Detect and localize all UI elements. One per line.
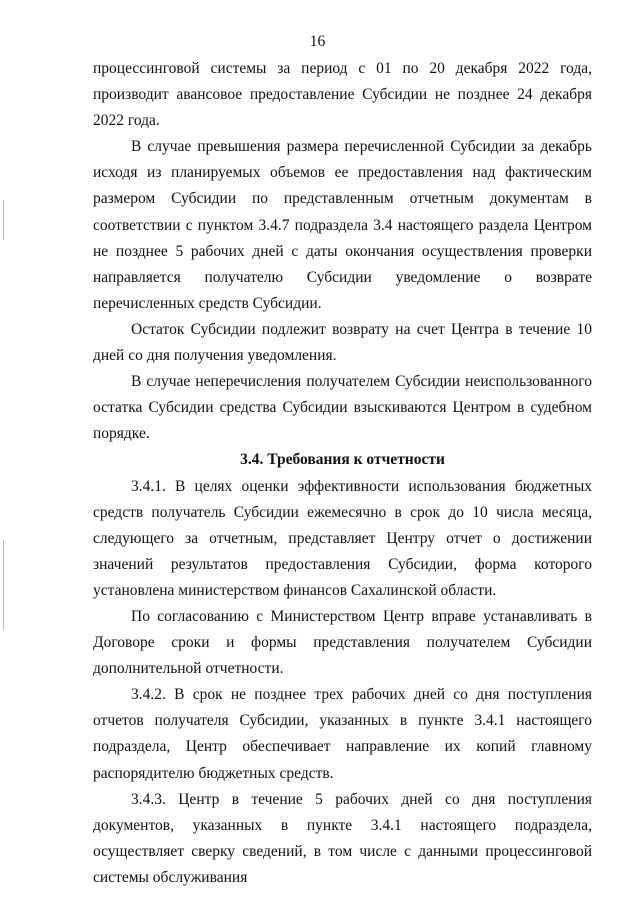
- page-number: 16: [309, 33, 326, 50]
- paragraph-3-4-2: 3.4.2. В срок не позднее трех рабочих дней со дня поступления отчетов получателя Субсидии, указанных в пункте 3.4.1 настоящего подраздела, Центр обеспечивает направление их копий главному распорядителю бюджетных средств.: [93, 686, 592, 782]
- scan-margin-mark: [3, 540, 4, 630]
- paragraph-remainder-return: Остаток Субсидии подлежит возврату на счет Центра в течение 10 дней со дня получения уведомления.: [93, 320, 592, 365]
- paragraph-court-recovery: В случае неперечисления получателем Субсидии неиспользованного остатка Субсидии средства Субсидии взыскиваются Центром в судебном порядке.: [93, 373, 592, 443]
- paragraph-overpayment-refund: В случае превышения размера перечисленной Субсидии за декабрь исходя из планируемых объемов ее предоставления над фактическим размером Субсидии по представленным отчетным документам в соответствии с пунктом 3.4.7 подраздела 3.4 настоящего раздела Центром не позднее 5 рабочих дней с даты окончания осуществления проверки направляется получателю Субсидии уведомление о возврате перечисленных средств Субсидии.: [93, 138, 592, 312]
- paragraph-3-4-3: 3.4.3. Центр в течение 5 рабочих дней со дня поступления документов, указанных в пункте 3.4.1 настоящего подраздела, осуществляет сверку сведений, в том числе с данными процессинговой системы обслуживания: [93, 790, 592, 886]
- paragraph-3-4-1: 3.4.1. В целях оценки эффективности использования бюджетных средств получатель Субсидии ежемесячно в срок до 10 числа месяца, следующего за отчетным, представляет Центру отчет о достижении значений результатов предоставления Субсидии, форма которого установлена министерством финансов Сахалинской области.: [93, 477, 592, 599]
- paragraph-additional-reporting: По согласованию с Министерством Центр вправе устанавливать в Договоре сроки и формы представления получателем Субсидии дополнительной отчетности.: [93, 607, 592, 678]
- scan-margin-mark: [3, 200, 4, 240]
- document-body: [93, 56, 592, 891]
- paragraph-continuation: процессинговой системы за период с 01 по 20 декабря 2022 года, производит авансовое предоставление Субсидии не позднее 24 декабря 2022 года.: [93, 60, 592, 130]
- section-heading: 3.4. Требования к отчетности: [240, 451, 445, 469]
